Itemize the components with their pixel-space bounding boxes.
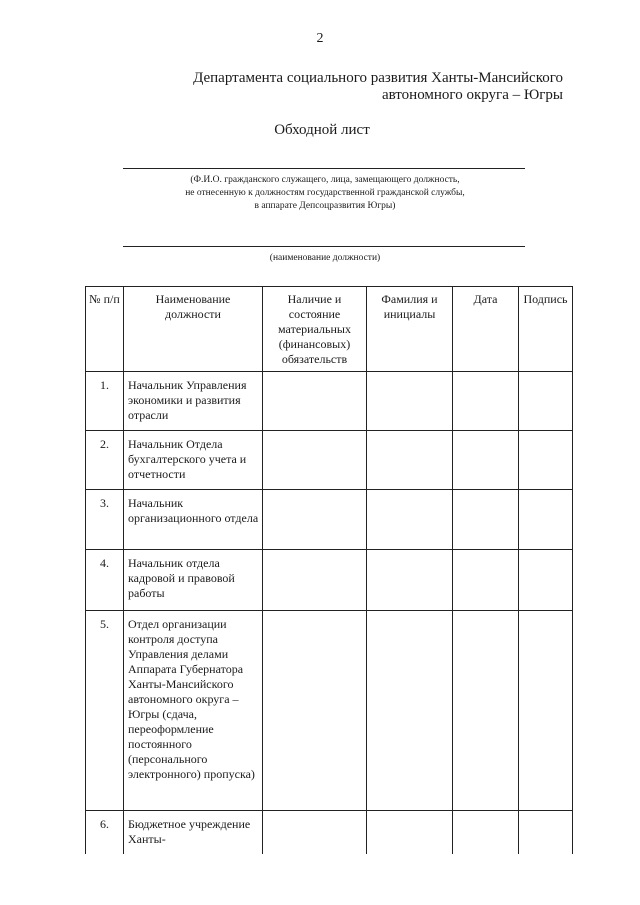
document-header bbox=[143, 70, 563, 104]
row-num: 6. bbox=[86, 811, 124, 855]
org-line-1: Департамента социального развития Ханты-Мансийского bbox=[193, 70, 563, 86]
table-header-row bbox=[86, 287, 573, 372]
date-cell[interactable] bbox=[453, 811, 519, 855]
date-cell[interactable] bbox=[453, 490, 519, 550]
header-position-name: Наименование должности bbox=[124, 287, 263, 372]
fio-cell[interactable] bbox=[367, 490, 453, 550]
signature-cell[interactable] bbox=[519, 811, 573, 855]
page-number: 2 bbox=[316, 31, 324, 46]
materials-cell[interactable] bbox=[263, 372, 367, 431]
header-materials: Наличие и состояние материальных (финансовых) обязательств bbox=[263, 287, 367, 372]
fio-caption-line-1: (Ф.И.О. гражданского служащего, лица, замещающего должность, bbox=[190, 175, 460, 185]
date-cell[interactable] bbox=[453, 372, 519, 431]
signature-cell[interactable] bbox=[519, 372, 573, 431]
position-caption: (наименование должности) bbox=[269, 253, 381, 263]
fio-cell[interactable] bbox=[367, 550, 453, 611]
materials-cell[interactable] bbox=[263, 550, 367, 611]
fio-cell[interactable] bbox=[367, 372, 453, 431]
row-position: Начальник Управления экономики и развития отрасли bbox=[124, 372, 263, 431]
row-position: Отдел организации контроля доступа Управления делами Аппарата Губернатора Ханты-Мансийского автономного округа – Югры (сдача, переоформление постоянного (персонального электронного) пропуска) bbox=[124, 611, 263, 811]
materials-cell[interactable] bbox=[263, 490, 367, 550]
org-line-2: автономного округа – Югры bbox=[381, 87, 563, 103]
row-num: 4. bbox=[86, 550, 124, 611]
document-title: Обходной лист bbox=[274, 122, 370, 138]
table-row bbox=[86, 431, 573, 490]
signature-cell[interactable] bbox=[519, 490, 573, 550]
table-row bbox=[86, 811, 573, 855]
table-row bbox=[86, 550, 573, 611]
table-row bbox=[86, 372, 573, 431]
row-num: 2. bbox=[86, 431, 124, 490]
signature-cell[interactable] bbox=[519, 550, 573, 611]
signature-cell[interactable] bbox=[519, 431, 573, 490]
fio-cell[interactable] bbox=[367, 811, 453, 855]
materials-cell[interactable] bbox=[263, 611, 367, 811]
header-signature: Подпись bbox=[519, 287, 573, 372]
header-num: № п/п bbox=[86, 287, 124, 372]
header-fio: Фамилия и инициалы bbox=[367, 287, 453, 372]
fio-cell[interactable] bbox=[367, 611, 453, 811]
row-position: Начальник Отдела бухгалтерского учета и отчетности bbox=[124, 431, 263, 490]
fio-fill-line bbox=[123, 168, 525, 169]
row-position: Начальник организационного отдела bbox=[124, 490, 263, 550]
materials-cell[interactable] bbox=[263, 431, 367, 490]
materials-cell[interactable] bbox=[263, 811, 367, 855]
fio-caption-line-2: не отнесенную к должностям государственной гражданской службы, bbox=[185, 188, 465, 198]
header-date: Дата bbox=[453, 287, 519, 372]
fio-cell[interactable] bbox=[367, 431, 453, 490]
date-cell[interactable] bbox=[453, 431, 519, 490]
checklist-table bbox=[85, 286, 573, 854]
date-cell[interactable] bbox=[453, 611, 519, 811]
row-num: 1. bbox=[86, 372, 124, 431]
fio-caption-line-3: в аппарате Депсоцразвития Югры) bbox=[254, 201, 396, 211]
table-row bbox=[86, 611, 573, 811]
row-num: 3. bbox=[86, 490, 124, 550]
signature-cell[interactable] bbox=[519, 611, 573, 811]
date-cell[interactable] bbox=[453, 550, 519, 611]
row-position: Бюджетное учреждение Ханты- bbox=[124, 811, 263, 855]
fio-caption bbox=[110, 174, 540, 213]
table-row bbox=[86, 490, 573, 550]
row-position: Начальник отдела кадровой и правовой работы bbox=[124, 550, 263, 611]
position-fill-line bbox=[123, 246, 525, 247]
row-num: 5. bbox=[86, 611, 124, 811]
